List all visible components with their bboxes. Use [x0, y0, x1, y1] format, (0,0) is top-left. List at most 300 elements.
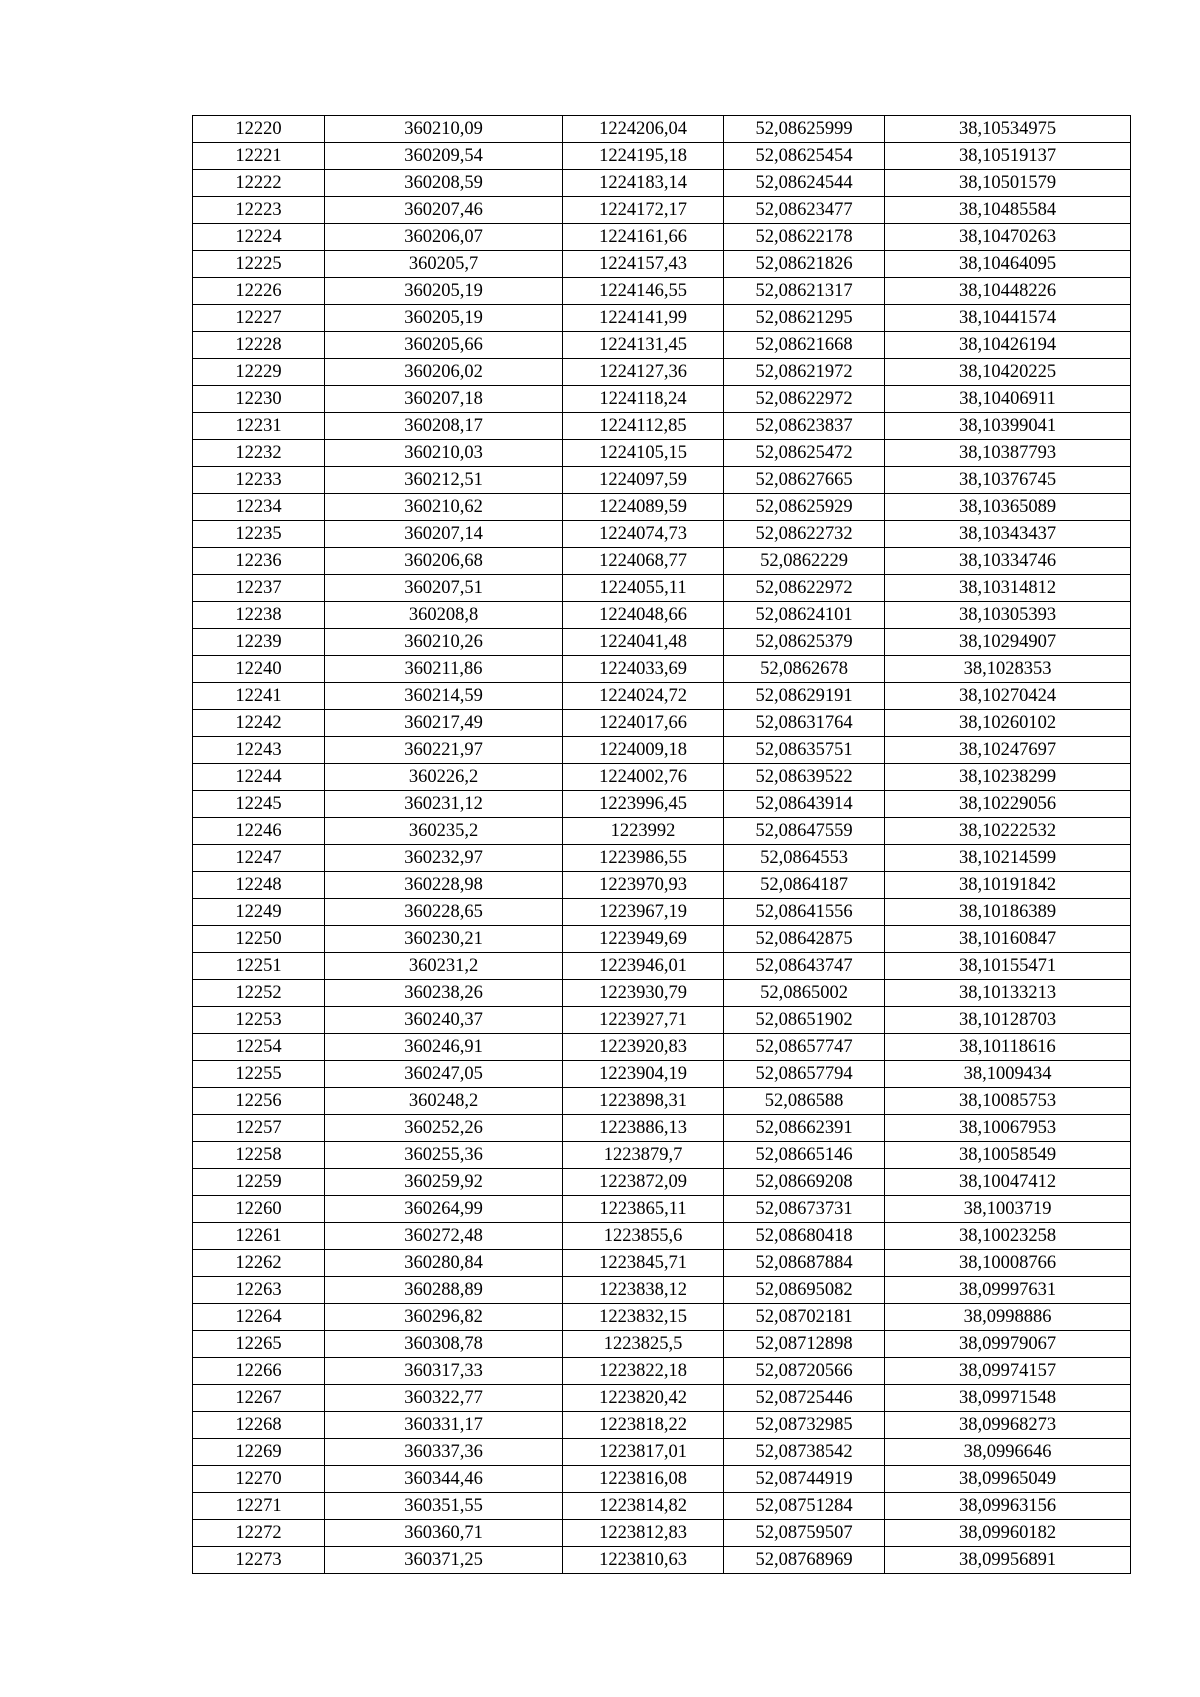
latitude-cell: 52,08625999 — [724, 116, 885, 143]
table-row — [193, 656, 1131, 683]
x-coordinate-cell: 360207,51 — [325, 575, 563, 602]
x-coordinate-cell: 360231,12 — [325, 791, 563, 818]
y-coordinate-cell: 1223872,09 — [563, 1169, 724, 1196]
table-row — [193, 1088, 1131, 1115]
y-coordinate-cell: 1223810,63 — [563, 1547, 724, 1574]
y-coordinate-cell: 1223996,45 — [563, 791, 724, 818]
latitude-cell: 52,08687884 — [724, 1250, 885, 1277]
x-coordinate-cell: 360221,97 — [325, 737, 563, 764]
point-number-cell: 12227 — [193, 305, 325, 332]
latitude-cell: 52,08631764 — [724, 710, 885, 737]
x-coordinate-cell: 360247,05 — [325, 1061, 563, 1088]
table-row — [193, 1331, 1131, 1358]
table-row — [193, 386, 1131, 413]
latitude-cell: 52,08657747 — [724, 1034, 885, 1061]
x-coordinate-cell: 360208,17 — [325, 413, 563, 440]
latitude-cell: 52,08621295 — [724, 305, 885, 332]
y-coordinate-cell: 1224074,73 — [563, 521, 724, 548]
y-coordinate-cell: 1224017,66 — [563, 710, 724, 737]
latitude-cell: 52,08622178 — [724, 224, 885, 251]
table-row — [193, 413, 1131, 440]
latitude-cell: 52,08643914 — [724, 791, 885, 818]
x-coordinate-cell: 360280,84 — [325, 1250, 563, 1277]
longitude-cell: 38,09974157 — [885, 1358, 1131, 1385]
point-number-cell: 12231 — [193, 413, 325, 440]
latitude-cell: 52,08657794 — [724, 1061, 885, 1088]
point-number-cell: 12245 — [193, 791, 325, 818]
point-number-cell: 12249 — [193, 899, 325, 926]
point-number-cell: 12239 — [193, 629, 325, 656]
table-row — [193, 332, 1131, 359]
point-number-cell: 12271 — [193, 1493, 325, 1520]
point-number-cell: 12246 — [193, 818, 325, 845]
longitude-cell: 38,10160847 — [885, 926, 1131, 953]
y-coordinate-cell: 1224024,72 — [563, 683, 724, 710]
point-number-cell: 12265 — [193, 1331, 325, 1358]
latitude-cell: 52,08622972 — [724, 386, 885, 413]
point-number-cell: 12260 — [193, 1196, 325, 1223]
x-coordinate-cell: 360205,19 — [325, 305, 563, 332]
longitude-cell: 38,09968273 — [885, 1412, 1131, 1439]
y-coordinate-cell: 1224118,24 — [563, 386, 724, 413]
table-row — [193, 818, 1131, 845]
longitude-cell: 38,1028353 — [885, 656, 1131, 683]
y-coordinate-cell: 1224141,99 — [563, 305, 724, 332]
point-number-cell: 12244 — [193, 764, 325, 791]
point-number-cell: 12257 — [193, 1115, 325, 1142]
point-number-cell: 12229 — [193, 359, 325, 386]
longitude-cell: 38,09960182 — [885, 1520, 1131, 1547]
x-coordinate-cell: 360322,77 — [325, 1385, 563, 1412]
longitude-cell: 38,10376745 — [885, 467, 1131, 494]
y-coordinate-cell: 1223845,71 — [563, 1250, 724, 1277]
x-coordinate-cell: 360255,36 — [325, 1142, 563, 1169]
table-row — [193, 1493, 1131, 1520]
longitude-cell: 38,10222532 — [885, 818, 1131, 845]
latitude-cell: 52,08643747 — [724, 953, 885, 980]
y-coordinate-cell: 1223816,08 — [563, 1466, 724, 1493]
y-coordinate-cell: 1223904,19 — [563, 1061, 724, 1088]
table-row — [193, 1547, 1131, 1574]
longitude-cell: 38,10294907 — [885, 629, 1131, 656]
x-coordinate-cell: 360246,91 — [325, 1034, 563, 1061]
table-row — [193, 575, 1131, 602]
latitude-cell: 52,08624544 — [724, 170, 885, 197]
y-coordinate-cell: 1224157,43 — [563, 251, 724, 278]
latitude-cell: 52,08751284 — [724, 1493, 885, 1520]
y-coordinate-cell: 1223817,01 — [563, 1439, 724, 1466]
y-coordinate-cell: 1224172,17 — [563, 197, 724, 224]
longitude-cell: 38,10420225 — [885, 359, 1131, 386]
point-number-cell: 12251 — [193, 953, 325, 980]
point-number-cell: 12226 — [193, 278, 325, 305]
table-row — [193, 926, 1131, 953]
longitude-cell: 38,09956891 — [885, 1547, 1131, 1574]
latitude-cell: 52,08738542 — [724, 1439, 885, 1466]
x-coordinate-cell: 360272,48 — [325, 1223, 563, 1250]
latitude-cell: 52,08625379 — [724, 629, 885, 656]
table-row — [193, 494, 1131, 521]
longitude-cell: 38,10023258 — [885, 1223, 1131, 1250]
latitude-cell: 52,08712898 — [724, 1331, 885, 1358]
longitude-cell: 38,0996646 — [885, 1439, 1131, 1466]
table-row — [193, 521, 1131, 548]
point-number-cell: 12259 — [193, 1169, 325, 1196]
longitude-cell: 38,10238299 — [885, 764, 1131, 791]
point-number-cell: 12223 — [193, 197, 325, 224]
x-coordinate-cell: 360248,2 — [325, 1088, 563, 1115]
table-row — [193, 872, 1131, 899]
point-number-cell: 12237 — [193, 575, 325, 602]
latitude-cell: 52,08623837 — [724, 413, 885, 440]
x-coordinate-cell: 360238,26 — [325, 980, 563, 1007]
table-row — [193, 1385, 1131, 1412]
x-coordinate-cell: 360207,18 — [325, 386, 563, 413]
latitude-cell: 52,08635751 — [724, 737, 885, 764]
y-coordinate-cell: 1223986,55 — [563, 845, 724, 872]
y-coordinate-cell: 1224195,18 — [563, 143, 724, 170]
longitude-cell: 38,10399041 — [885, 413, 1131, 440]
table-row — [193, 278, 1131, 305]
point-number-cell: 12220 — [193, 116, 325, 143]
longitude-cell: 38,10085753 — [885, 1088, 1131, 1115]
x-coordinate-cell: 360210,09 — [325, 116, 563, 143]
y-coordinate-cell: 1223886,13 — [563, 1115, 724, 1142]
point-number-cell: 12228 — [193, 332, 325, 359]
latitude-cell: 52,08732985 — [724, 1412, 885, 1439]
x-coordinate-cell: 360211,86 — [325, 656, 563, 683]
longitude-cell: 38,10334746 — [885, 548, 1131, 575]
latitude-cell: 52,08622732 — [724, 521, 885, 548]
longitude-cell: 38,1009434 — [885, 1061, 1131, 1088]
table-row — [193, 1223, 1131, 1250]
y-coordinate-cell: 1223970,93 — [563, 872, 724, 899]
y-coordinate-cell: 1224002,76 — [563, 764, 724, 791]
point-number-cell: 12235 — [193, 521, 325, 548]
y-coordinate-cell: 1224183,14 — [563, 170, 724, 197]
table-row — [193, 1412, 1131, 1439]
y-coordinate-cell: 1223992 — [563, 818, 724, 845]
y-coordinate-cell: 1224146,55 — [563, 278, 724, 305]
y-coordinate-cell: 1224112,85 — [563, 413, 724, 440]
point-number-cell: 12256 — [193, 1088, 325, 1115]
latitude-cell: 52,08629191 — [724, 683, 885, 710]
latitude-cell: 52,08623477 — [724, 197, 885, 224]
point-number-cell: 12273 — [193, 1547, 325, 1574]
y-coordinate-cell: 1223949,69 — [563, 926, 724, 953]
latitude-cell: 52,08621826 — [724, 251, 885, 278]
point-number-cell: 12269 — [193, 1439, 325, 1466]
longitude-cell: 38,10365089 — [885, 494, 1131, 521]
latitude-cell: 52,08725446 — [724, 1385, 885, 1412]
x-coordinate-cell: 360210,03 — [325, 440, 563, 467]
x-coordinate-cell: 360207,14 — [325, 521, 563, 548]
longitude-cell: 38,10008766 — [885, 1250, 1131, 1277]
table-row — [193, 251, 1131, 278]
point-number-cell: 12242 — [193, 710, 325, 737]
longitude-cell: 38,10067953 — [885, 1115, 1131, 1142]
point-number-cell: 12248 — [193, 872, 325, 899]
x-coordinate-cell: 360264,99 — [325, 1196, 563, 1223]
y-coordinate-cell: 1224206,04 — [563, 116, 724, 143]
x-coordinate-cell: 360331,17 — [325, 1412, 563, 1439]
table-row — [193, 602, 1131, 629]
y-coordinate-cell: 1223927,71 — [563, 1007, 724, 1034]
x-coordinate-cell: 360206,68 — [325, 548, 563, 575]
latitude-cell: 52,0864187 — [724, 872, 885, 899]
y-coordinate-cell: 1223898,31 — [563, 1088, 724, 1115]
x-coordinate-cell: 360210,26 — [325, 629, 563, 656]
x-coordinate-cell: 360371,25 — [325, 1547, 563, 1574]
table-row — [193, 1007, 1131, 1034]
point-number-cell: 12230 — [193, 386, 325, 413]
longitude-cell: 38,1003719 — [885, 1196, 1131, 1223]
point-number-cell: 12272 — [193, 1520, 325, 1547]
longitude-cell: 38,10387793 — [885, 440, 1131, 467]
point-number-cell: 12261 — [193, 1223, 325, 1250]
longitude-cell: 38,10534975 — [885, 116, 1131, 143]
y-coordinate-cell: 1224131,45 — [563, 332, 724, 359]
point-number-cell: 12255 — [193, 1061, 325, 1088]
latitude-cell: 52,08702181 — [724, 1304, 885, 1331]
longitude-cell: 38,10426194 — [885, 332, 1131, 359]
y-coordinate-cell: 1224033,69 — [563, 656, 724, 683]
latitude-cell: 52,0862229 — [724, 548, 885, 575]
longitude-cell: 38,10214599 — [885, 845, 1131, 872]
x-coordinate-cell: 360208,8 — [325, 602, 563, 629]
x-coordinate-cell: 360259,92 — [325, 1169, 563, 1196]
longitude-cell: 38,09965049 — [885, 1466, 1131, 1493]
x-coordinate-cell: 360360,71 — [325, 1520, 563, 1547]
point-number-cell: 12268 — [193, 1412, 325, 1439]
longitude-cell: 38,10229056 — [885, 791, 1131, 818]
latitude-cell: 52,0865002 — [724, 980, 885, 1007]
longitude-cell: 38,10186389 — [885, 899, 1131, 926]
table-row — [193, 953, 1131, 980]
latitude-cell: 52,0864553 — [724, 845, 885, 872]
longitude-cell: 38,10305393 — [885, 602, 1131, 629]
x-coordinate-cell: 360230,21 — [325, 926, 563, 953]
point-number-cell: 12252 — [193, 980, 325, 1007]
point-number-cell: 12270 — [193, 1466, 325, 1493]
latitude-cell: 52,08621668 — [724, 332, 885, 359]
table-row — [193, 1520, 1131, 1547]
longitude-cell: 38,10058549 — [885, 1142, 1131, 1169]
x-coordinate-cell: 360228,98 — [325, 872, 563, 899]
table-row — [193, 1061, 1131, 1088]
y-coordinate-cell: 1223930,79 — [563, 980, 724, 1007]
point-number-cell: 12267 — [193, 1385, 325, 1412]
table-row — [193, 467, 1131, 494]
x-coordinate-cell: 360205,66 — [325, 332, 563, 359]
table-row — [193, 224, 1131, 251]
y-coordinate-cell: 1223920,83 — [563, 1034, 724, 1061]
latitude-cell: 52,08720566 — [724, 1358, 885, 1385]
table-row — [193, 899, 1131, 926]
y-coordinate-cell: 1223967,19 — [563, 899, 724, 926]
y-coordinate-cell: 1223832,15 — [563, 1304, 724, 1331]
point-number-cell: 12263 — [193, 1277, 325, 1304]
y-coordinate-cell: 1224009,18 — [563, 737, 724, 764]
y-coordinate-cell: 1223879,7 — [563, 1142, 724, 1169]
coordinates-table-body — [193, 116, 1131, 1574]
latitude-cell: 52,08642875 — [724, 926, 885, 953]
y-coordinate-cell: 1224127,36 — [563, 359, 724, 386]
longitude-cell: 38,10133213 — [885, 980, 1131, 1007]
latitude-cell: 52,08665146 — [724, 1142, 885, 1169]
x-coordinate-cell: 360226,2 — [325, 764, 563, 791]
x-coordinate-cell: 360205,19 — [325, 278, 563, 305]
y-coordinate-cell: 1224089,59 — [563, 494, 724, 521]
x-coordinate-cell: 360296,82 — [325, 1304, 563, 1331]
table-row — [193, 359, 1131, 386]
y-coordinate-cell: 1223825,5 — [563, 1331, 724, 1358]
latitude-cell: 52,08621972 — [724, 359, 885, 386]
point-number-cell: 12233 — [193, 467, 325, 494]
y-coordinate-cell: 1223855,6 — [563, 1223, 724, 1250]
x-coordinate-cell: 360231,2 — [325, 953, 563, 980]
point-number-cell: 12258 — [193, 1142, 325, 1169]
latitude-cell: 52,0862678 — [724, 656, 885, 683]
latitude-cell: 52,08621317 — [724, 278, 885, 305]
y-coordinate-cell: 1223814,82 — [563, 1493, 724, 1520]
latitude-cell: 52,08695082 — [724, 1277, 885, 1304]
point-number-cell: 12232 — [193, 440, 325, 467]
y-coordinate-cell: 1223812,83 — [563, 1520, 724, 1547]
table-row — [193, 1142, 1131, 1169]
x-coordinate-cell: 360209,54 — [325, 143, 563, 170]
latitude-cell: 52,08673731 — [724, 1196, 885, 1223]
point-number-cell: 12264 — [193, 1304, 325, 1331]
table-row — [193, 980, 1131, 1007]
point-number-cell: 12250 — [193, 926, 325, 953]
y-coordinate-cell: 1223822,18 — [563, 1358, 724, 1385]
x-coordinate-cell: 360317,33 — [325, 1358, 563, 1385]
latitude-cell: 52,08647559 — [724, 818, 885, 845]
y-coordinate-cell: 1224161,66 — [563, 224, 724, 251]
latitude-cell: 52,08625472 — [724, 440, 885, 467]
table-row — [193, 1358, 1131, 1385]
y-coordinate-cell: 1223946,01 — [563, 953, 724, 980]
latitude-cell: 52,08759507 — [724, 1520, 885, 1547]
latitude-cell: 52,08624101 — [724, 602, 885, 629]
latitude-cell: 52,08744919 — [724, 1466, 885, 1493]
point-number-cell: 12254 — [193, 1034, 325, 1061]
latitude-cell: 52,08627665 — [724, 467, 885, 494]
longitude-cell: 38,10247697 — [885, 737, 1131, 764]
x-coordinate-cell: 360210,62 — [325, 494, 563, 521]
table-row — [193, 791, 1131, 818]
point-number-cell: 12247 — [193, 845, 325, 872]
table-row — [193, 197, 1131, 224]
y-coordinate-cell: 1224097,59 — [563, 467, 724, 494]
table-row — [193, 683, 1131, 710]
latitude-cell: 52,086588 — [724, 1088, 885, 1115]
y-coordinate-cell: 1224105,15 — [563, 440, 724, 467]
longitude-cell: 38,0998886 — [885, 1304, 1131, 1331]
latitude-cell: 52,08639522 — [724, 764, 885, 791]
y-coordinate-cell: 1223820,42 — [563, 1385, 724, 1412]
x-coordinate-cell: 360208,59 — [325, 170, 563, 197]
x-coordinate-cell: 360228,65 — [325, 899, 563, 926]
longitude-cell: 38,10047412 — [885, 1169, 1131, 1196]
table-row — [193, 1169, 1131, 1196]
point-number-cell: 12238 — [193, 602, 325, 629]
table-row — [193, 305, 1131, 332]
latitude-cell: 52,08641556 — [724, 899, 885, 926]
longitude-cell: 38,10448226 — [885, 278, 1131, 305]
x-coordinate-cell: 360214,59 — [325, 683, 563, 710]
y-coordinate-cell: 1224055,11 — [563, 575, 724, 602]
x-coordinate-cell: 360235,2 — [325, 818, 563, 845]
x-coordinate-cell: 360308,78 — [325, 1331, 563, 1358]
y-coordinate-cell: 1223865,11 — [563, 1196, 724, 1223]
longitude-cell: 38,10260102 — [885, 710, 1131, 737]
table-row — [193, 1196, 1131, 1223]
y-coordinate-cell: 1223838,12 — [563, 1277, 724, 1304]
point-number-cell: 12240 — [193, 656, 325, 683]
coordinates-table — [192, 115, 1131, 1574]
point-number-cell: 12266 — [193, 1358, 325, 1385]
longitude-cell: 38,10406911 — [885, 386, 1131, 413]
longitude-cell: 38,10343437 — [885, 521, 1131, 548]
table-row — [193, 143, 1131, 170]
longitude-cell: 38,10470263 — [885, 224, 1131, 251]
longitude-cell: 38,10270424 — [885, 683, 1131, 710]
table-row — [193, 710, 1131, 737]
y-coordinate-cell: 1224068,77 — [563, 548, 724, 575]
latitude-cell: 52,08625454 — [724, 143, 885, 170]
longitude-cell: 38,10128703 — [885, 1007, 1131, 1034]
point-number-cell: 12224 — [193, 224, 325, 251]
latitude-cell: 52,08662391 — [724, 1115, 885, 1142]
table-row — [193, 845, 1131, 872]
longitude-cell: 38,10441574 — [885, 305, 1131, 332]
longitude-cell: 38,10501579 — [885, 170, 1131, 197]
table-row — [193, 1034, 1131, 1061]
table-row — [193, 170, 1131, 197]
point-number-cell: 12241 — [193, 683, 325, 710]
x-coordinate-cell: 360212,51 — [325, 467, 563, 494]
latitude-cell: 52,08680418 — [724, 1223, 885, 1250]
table-row — [193, 1466, 1131, 1493]
longitude-cell: 38,10485584 — [885, 197, 1131, 224]
longitude-cell: 38,10314812 — [885, 575, 1131, 602]
point-number-cell: 12222 — [193, 170, 325, 197]
table-row — [193, 1304, 1131, 1331]
x-coordinate-cell: 360337,36 — [325, 1439, 563, 1466]
point-number-cell: 12243 — [193, 737, 325, 764]
table-row — [193, 440, 1131, 467]
x-coordinate-cell: 360288,89 — [325, 1277, 563, 1304]
x-coordinate-cell: 360232,97 — [325, 845, 563, 872]
longitude-cell: 38,10519137 — [885, 143, 1131, 170]
longitude-cell: 38,09979067 — [885, 1331, 1131, 1358]
longitude-cell: 38,09997631 — [885, 1277, 1131, 1304]
x-coordinate-cell: 360240,37 — [325, 1007, 563, 1034]
y-coordinate-cell: 1223818,22 — [563, 1412, 724, 1439]
point-number-cell: 12253 — [193, 1007, 325, 1034]
latitude-cell: 52,08669208 — [724, 1169, 885, 1196]
longitude-cell: 38,10155471 — [885, 953, 1131, 980]
table-row — [193, 548, 1131, 575]
x-coordinate-cell: 360217,49 — [325, 710, 563, 737]
x-coordinate-cell: 360351,55 — [325, 1493, 563, 1520]
table-row — [193, 764, 1131, 791]
latitude-cell: 52,08622972 — [724, 575, 885, 602]
point-number-cell: 12234 — [193, 494, 325, 521]
table-row — [193, 1439, 1131, 1466]
